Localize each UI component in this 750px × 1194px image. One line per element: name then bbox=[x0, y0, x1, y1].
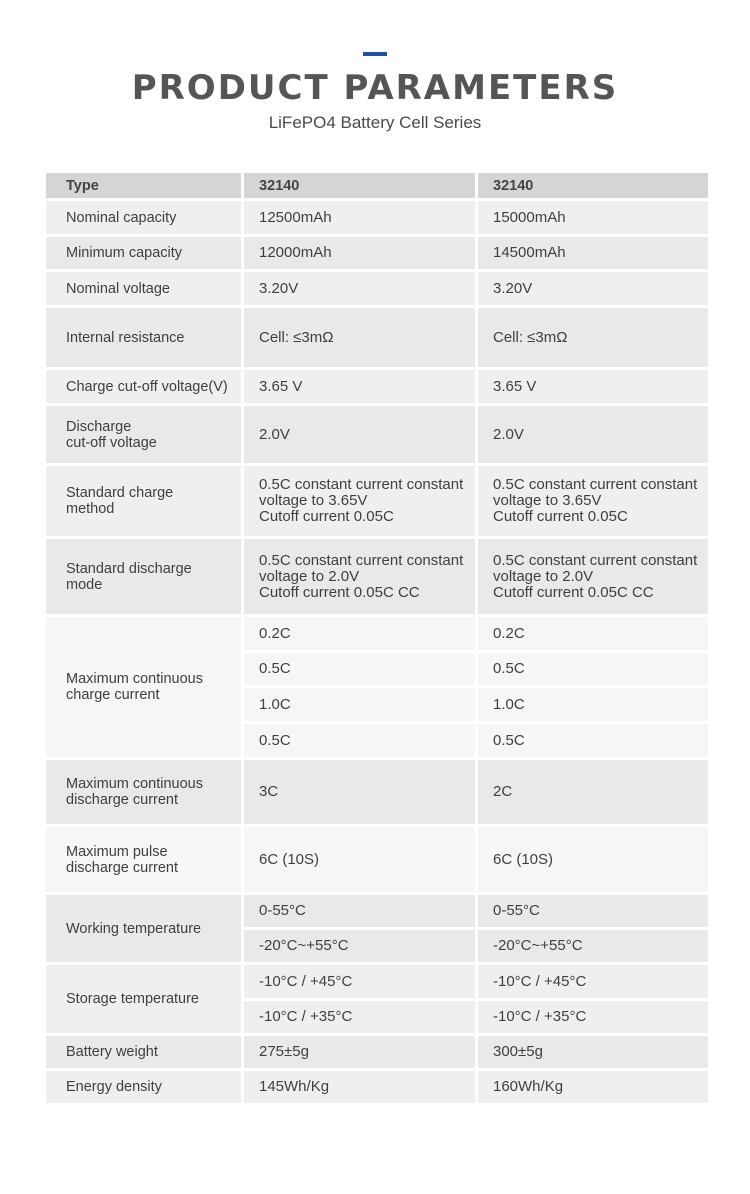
table-row bbox=[45, 465, 710, 538]
row-value-2 bbox=[477, 465, 710, 538]
header-type-label: Type bbox=[45, 172, 243, 200]
row-label: Internal resistance bbox=[45, 307, 243, 369]
row-value-2: 0.5C bbox=[477, 723, 710, 759]
row-value-1: 145Wh/Kg bbox=[243, 1070, 477, 1105]
row-value-1: 12000mAh bbox=[243, 236, 477, 271]
row-label-line: charge current bbox=[66, 687, 160, 703]
row-value-2 bbox=[477, 538, 710, 616]
value-line: Cutoff current 0.05C bbox=[493, 508, 628, 525]
row-value-1: -10°C / +45°C bbox=[243, 964, 477, 1000]
row-label-line: mode bbox=[66, 576, 103, 593]
row-label bbox=[45, 538, 243, 616]
row-label bbox=[45, 616, 243, 759]
table-row bbox=[45, 369, 710, 405]
table-row bbox=[45, 538, 710, 616]
table-row bbox=[45, 1035, 710, 1070]
row-label-line: Standard charge bbox=[66, 485, 174, 501]
row-value-2: 3.20V bbox=[477, 271, 710, 307]
value-line: Cutoff current 0.05C CC bbox=[259, 583, 420, 601]
value-line: voltage to 3.65V bbox=[259, 492, 368, 509]
row-value-1: 0.5C bbox=[243, 652, 477, 687]
row-label: Charge cut-off voltage(V) bbox=[45, 369, 243, 405]
table-row bbox=[45, 236, 710, 271]
table-row bbox=[45, 826, 710, 894]
title-accent-bar bbox=[363, 52, 387, 56]
row-value-1: 3.20V bbox=[243, 271, 477, 307]
value-line: Cutoff current 0.05C bbox=[259, 508, 394, 525]
row-value-1: 2.0V bbox=[243, 405, 477, 465]
table-row bbox=[45, 964, 710, 1000]
row-value-1: Cell: ≤3mΩ bbox=[243, 307, 477, 369]
value-line: voltage to 2.0V bbox=[493, 567, 594, 585]
row-value-1: 275±5g bbox=[243, 1035, 477, 1070]
row-value-1: 0-55°C bbox=[243, 894, 477, 929]
row-value-1 bbox=[243, 538, 477, 616]
row-value-2: 3.65 V bbox=[477, 369, 710, 405]
table-header-row bbox=[45, 172, 710, 200]
value-line: Cutoff current 0.05C CC bbox=[493, 583, 654, 601]
row-label: Nominal voltage bbox=[45, 271, 243, 307]
row-label bbox=[45, 465, 243, 538]
row-label bbox=[45, 759, 243, 826]
page-subtitle: LiFePO4 Battery Cell Series bbox=[268, 113, 482, 132]
row-value-1 bbox=[243, 465, 477, 538]
parameters-table bbox=[43, 170, 711, 1106]
row-value-2: 2.0V bbox=[477, 405, 710, 465]
row-value-1: 6C (10S) bbox=[243, 826, 477, 894]
row-value-2: 0.5C bbox=[477, 652, 710, 687]
row-value-1: 3C bbox=[243, 759, 477, 826]
row-label-line: Maximum continuous bbox=[66, 671, 203, 687]
row-label-line: discharge current bbox=[66, 859, 179, 876]
row-label-line: Maximum pulse bbox=[66, 843, 168, 860]
row-value-2: 15000mAh bbox=[477, 200, 710, 236]
page-title: PRODUCT PARAMETERS bbox=[131, 68, 619, 108]
value-line: 0.5C constant current constant bbox=[259, 476, 464, 493]
row-label-line: method bbox=[66, 501, 115, 517]
row-label: Energy density bbox=[45, 1070, 243, 1105]
row-label: Nominal capacity bbox=[45, 200, 243, 236]
row-label: Battery weight bbox=[45, 1035, 243, 1070]
row-value-1: 12500mAh bbox=[243, 200, 477, 236]
row-label-line: Maximum continuous bbox=[66, 776, 203, 792]
row-label: Minimum capacity bbox=[45, 236, 243, 271]
row-label-line: Standard discharge bbox=[66, 560, 192, 577]
row-label-line: Discharge bbox=[66, 418, 132, 435]
value-line: 0.5C constant current constant bbox=[493, 476, 698, 493]
row-value-2: 0.2C bbox=[477, 616, 710, 652]
row-value-1: 0.2C bbox=[243, 616, 477, 652]
row-value-2: 1.0C bbox=[477, 687, 710, 723]
table-row bbox=[45, 307, 710, 369]
value-line: voltage to 2.0V bbox=[259, 567, 360, 585]
row-value-2: 160Wh/Kg bbox=[477, 1070, 710, 1105]
table-row bbox=[45, 759, 710, 826]
row-value-2: 0-55°C bbox=[477, 894, 710, 929]
row-label bbox=[45, 405, 243, 465]
row-value-1: -20°C~+55°C bbox=[243, 929, 477, 964]
table-row bbox=[45, 200, 710, 236]
row-label: Storage temperature bbox=[45, 964, 243, 1035]
row-label bbox=[45, 826, 243, 894]
row-label-line: discharge current bbox=[66, 792, 179, 808]
row-value-2: 300±5g bbox=[477, 1035, 710, 1070]
row-value-1: 1.0C bbox=[243, 687, 477, 723]
row-value-2: 14500mAh bbox=[477, 236, 710, 271]
value-line: 0.5C constant current constant bbox=[493, 551, 698, 569]
value-line: voltage to 3.65V bbox=[493, 492, 602, 509]
row-value-2: Cell: ≤3mΩ bbox=[477, 307, 710, 369]
table-row bbox=[45, 271, 710, 307]
header-model-1: 32140 bbox=[243, 172, 477, 200]
table-row bbox=[45, 405, 710, 465]
table-row bbox=[45, 894, 710, 929]
value-line: 0.5C constant current constant bbox=[259, 551, 464, 569]
row-value-2: -10°C / +45°C bbox=[477, 964, 710, 1000]
row-value-1: -10°C / +35°C bbox=[243, 1000, 477, 1035]
row-value-2: -10°C / +35°C bbox=[477, 1000, 710, 1035]
row-value-2: -20°C~+55°C bbox=[477, 929, 710, 964]
header-model-2: 32140 bbox=[477, 172, 710, 200]
table-row bbox=[45, 1070, 710, 1105]
row-value-1: 3.65 V bbox=[243, 369, 477, 405]
row-value-2: 2C bbox=[477, 759, 710, 826]
row-value-2: 6C (10S) bbox=[477, 826, 710, 894]
row-label-line: cut-off voltage bbox=[66, 434, 157, 451]
table-row bbox=[45, 616, 710, 652]
row-label: Working temperature bbox=[45, 894, 243, 964]
row-value-1: 0.5C bbox=[243, 723, 477, 759]
